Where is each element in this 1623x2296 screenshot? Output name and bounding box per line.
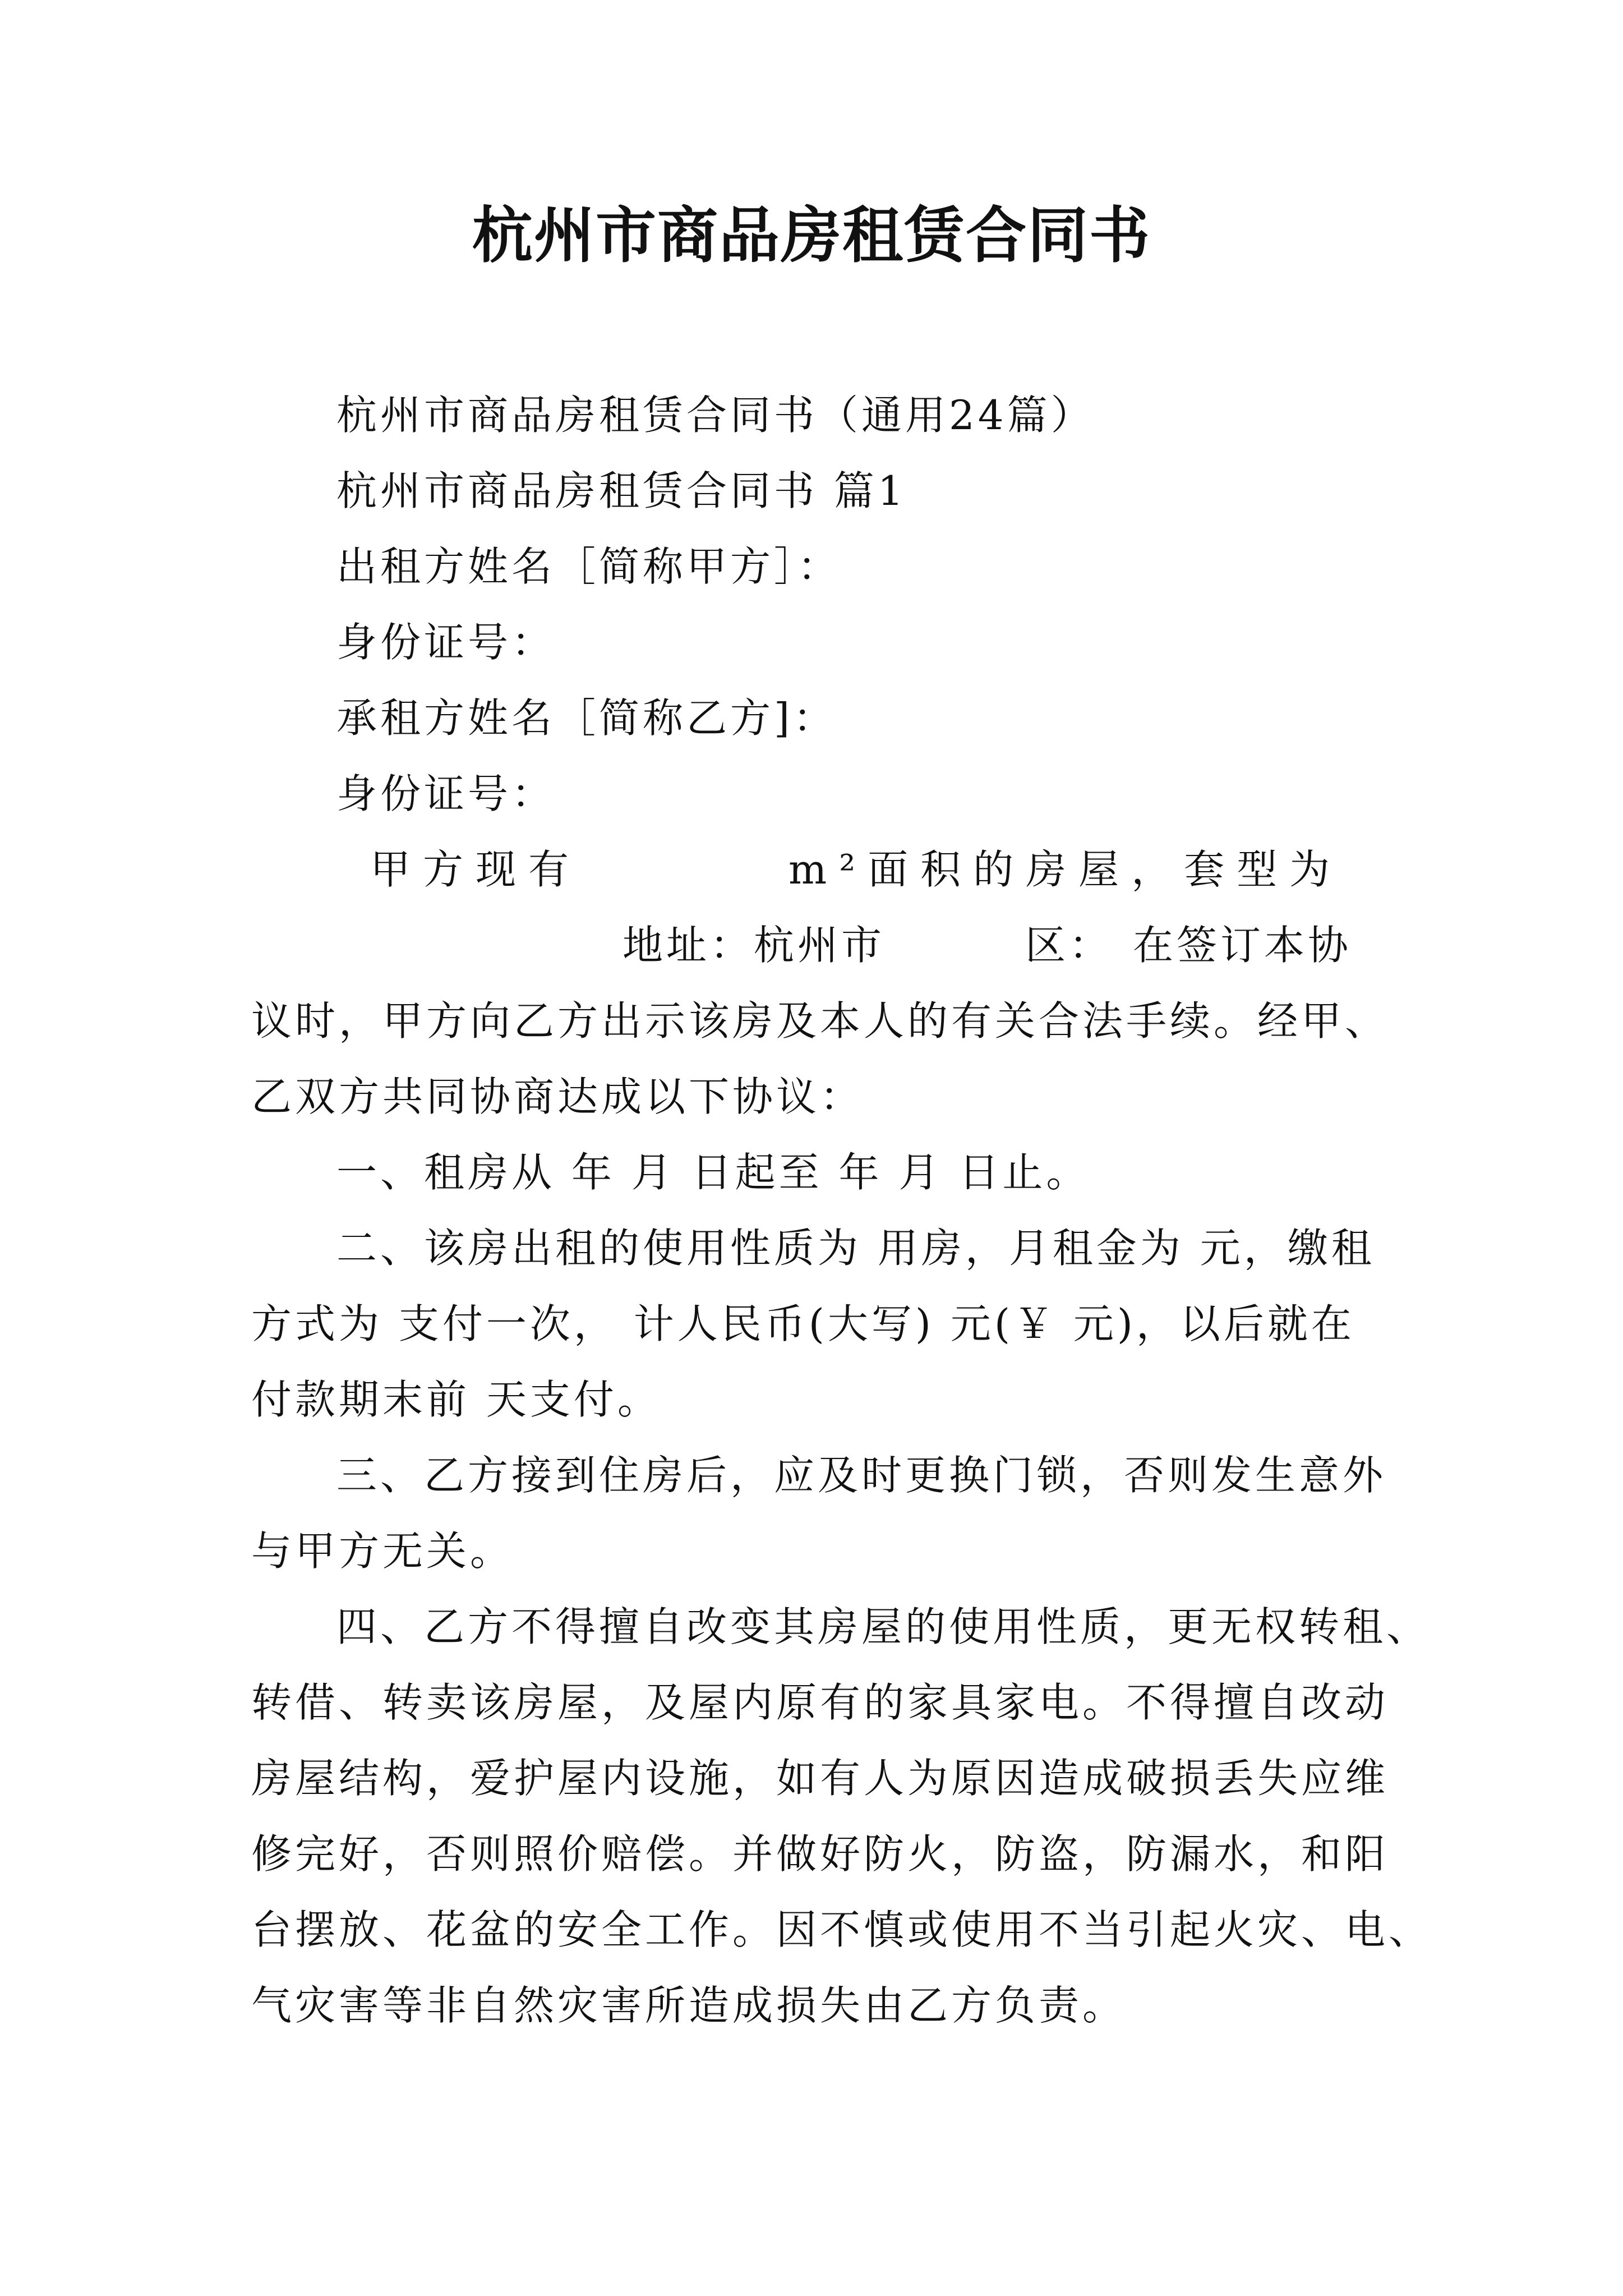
text-segment: 区：: [1025, 922, 1113, 969]
part-heading: 杭州市商品房租赁合同书 篇1: [336, 467, 907, 514]
clause-3-line: 三、乙方接到住房后，应及时更换门锁，否则发生意外: [336, 1452, 1387, 1499]
clause-4-line: 气灾害等非自然灾害所造成损失由乙方负责。: [251, 1982, 1127, 2029]
lessor-id-field: 身份证号：: [336, 619, 556, 666]
clause-1: 一、租房从 年 月 日起至 年 月 日止。: [336, 1149, 1090, 1196]
clause-4-line: 转借、转卖该房屋，及屋内原有的家具家电。不得擅自改动: [251, 1679, 1389, 1726]
paragraph-line: 乙双方共同协商达成以下协议：: [251, 1073, 864, 1120]
clause-4-line: 四、乙方不得擅自改变其房屋的使用性质，更无权转租、: [336, 1603, 1431, 1650]
clause-2-line: 付款期末前 天支付。: [251, 1376, 661, 1423]
subtitle-line: 杭州市商品房租赁合同书（通用24篇）: [336, 392, 1095, 439]
paragraph-line: [370, 841, 1390, 898]
clause-2-line: 方式为 支付一次， 计人民币(大写) 元(￥ 元)，以后就在: [251, 1300, 1355, 1347]
paragraph-line: 议时，甲方向乙方出示该房及本人的有关合法手续。经甲、: [251, 997, 1389, 1045]
clause-4-line: 房屋结构，爱护屋内设施，如有人为原因造成破损丢失应维: [251, 1755, 1389, 1802]
clause-4-line: 修完好，否则照价赔偿。并做好防火，防盗，防漏水，和阳: [251, 1830, 1389, 1878]
clause-4-line: 台摆放、花盆的安全工作。因不慎或使用不当引起火灾、电、: [251, 1906, 1433, 1953]
lessee-name-field: 承租方姓名［简称乙方]：: [336, 694, 837, 742]
lessee-id-field: 身份证号：: [336, 770, 556, 817]
text-segment: 在签订本协: [1133, 922, 1352, 969]
text-segment: 甲方现有: [370, 846, 582, 893]
paragraph-line: [623, 917, 1390, 973]
clause-3-line: 与甲方无关。: [251, 1527, 514, 1575]
clause-2-line: 二、该房出租的使用性质为 用房，月租金为 元，缴租: [336, 1225, 1375, 1272]
lessor-name-field: 出租方姓名［简称甲方］：: [336, 543, 842, 590]
document-title: 杭州市商品房租赁合同书: [472, 200, 1151, 271]
text-segment: 地址：杭州市: [623, 922, 886, 969]
text-segment: m²面积的房屋，套型为: [789, 846, 1343, 893]
